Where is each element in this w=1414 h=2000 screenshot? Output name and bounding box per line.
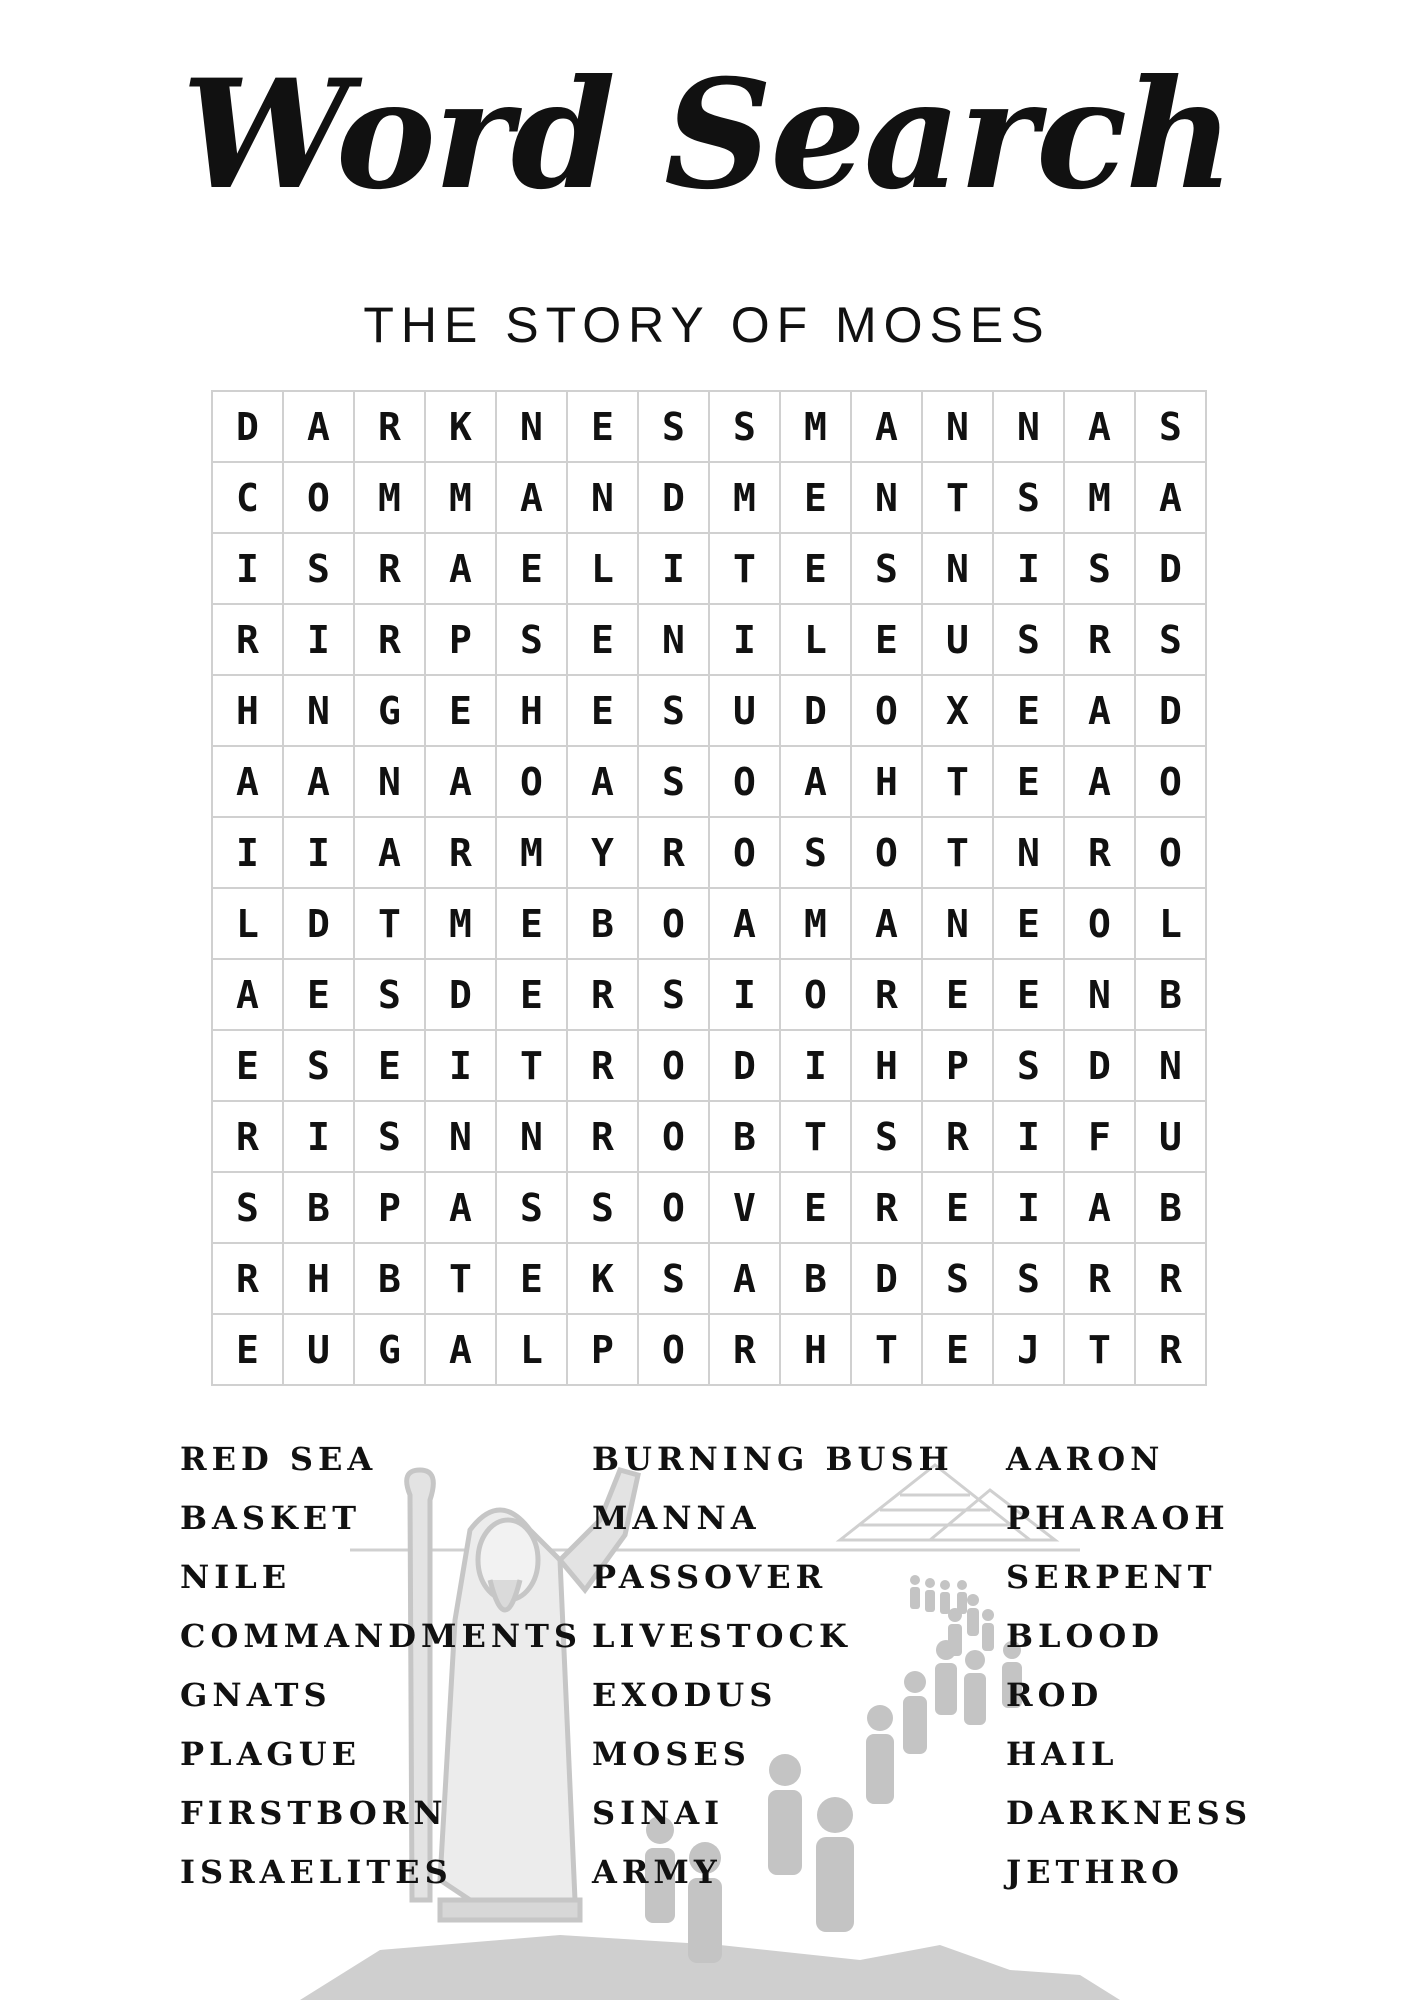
grid-cell[interactable]: O [639,1102,710,1173]
grid-cell[interactable]: S [284,1031,355,1102]
grid-cell[interactable]: R [568,1031,639,1102]
grid-cell[interactable]: S [497,1173,568,1244]
grid-cell[interactable]: O [852,818,923,889]
grid-cell[interactable]: D [852,1244,923,1315]
word-list-item: BASKET [180,1499,361,1537]
word-list-item: PHARAOH [1006,1499,1230,1537]
grid-cell[interactable]: A [1136,463,1207,534]
grid-cell[interactable]: S [852,534,923,605]
grid-cell[interactable]: P [426,605,497,676]
grid-cell[interactable]: C [213,463,284,534]
grid-cell[interactable]: A [1065,392,1136,463]
grid-cell[interactable]: A [710,1244,781,1315]
grid-cell[interactable]: O [1065,889,1136,960]
grid-cell[interactable]: S [1136,392,1207,463]
grid-cell[interactable]: N [355,747,426,818]
grid-cell[interactable]: S [994,1244,1065,1315]
grid-cell[interactable]: D [1065,1031,1136,1102]
grid-cell[interactable]: B [284,1173,355,1244]
word-list-item: MOSES [592,1735,751,1773]
grid-cell[interactable]: N [994,818,1065,889]
grid-cell[interactable]: E [213,1315,284,1386]
grid-cell[interactable]: R [639,818,710,889]
grid-cell[interactable]: L [1136,889,1207,960]
grid-cell[interactable]: O [852,676,923,747]
grid-cell[interactable]: M [426,889,497,960]
grid-cell[interactable]: N [1065,960,1136,1031]
grid-cell[interactable]: I [213,534,284,605]
grid-cell[interactable]: A [213,747,284,818]
grid-cell[interactable]: T [426,1244,497,1315]
grid-cell[interactable]: E [497,534,568,605]
grid-cell[interactable]: B [1136,1173,1207,1244]
grid-cell[interactable]: R [1136,1244,1207,1315]
grid-cell[interactable]: S [710,392,781,463]
grid-cell[interactable]: N [994,392,1065,463]
grid-cell[interactable]: E [568,392,639,463]
grid-cell[interactable]: I [284,818,355,889]
word-list-item: EXODUS [592,1676,778,1714]
word-search-grid [211,390,1207,1386]
grid-cell[interactable]: G [355,1315,426,1386]
grid-cell[interactable]: H [497,676,568,747]
word-list-item: JETHRO [1006,1853,1185,1891]
grid-cell[interactable]: D [426,960,497,1031]
grid-cell[interactable]: E [568,676,639,747]
grid-cell[interactable]: S [284,534,355,605]
grid-cell[interactable]: E [994,676,1065,747]
grid-cell[interactable]: S [1136,605,1207,676]
grid-cell[interactable]: T [923,818,994,889]
grid-cell[interactable]: A [284,392,355,463]
grid-cell[interactable]: N [923,889,994,960]
grid-cell[interactable]: B [781,1244,852,1315]
word-list-item: HAIL [1006,1735,1119,1773]
grid-cell[interactable]: U [1136,1102,1207,1173]
grid-cell[interactable]: L [213,889,284,960]
grid-cell[interactable]: O [781,960,852,1031]
grid-cell[interactable]: R [355,534,426,605]
grid-cell[interactable]: K [568,1244,639,1315]
grid-cell[interactable]: E [781,1173,852,1244]
grid-cell[interactable]: T [923,463,994,534]
grid-cell[interactable]: A [426,534,497,605]
grid-cell[interactable]: M [426,463,497,534]
grid-cell[interactable]: R [426,818,497,889]
word-list-column-1 [180,1430,582,1902]
grid-cell[interactable]: P [568,1315,639,1386]
word-list-item: ISRAELITES [180,1853,453,1891]
grid-cell[interactable]: J [994,1315,1065,1386]
grid-cell[interactable]: N [497,392,568,463]
grid-cell[interactable]: N [923,534,994,605]
grid-cell[interactable]: X [923,676,994,747]
grid-cell[interactable]: I [994,1173,1065,1244]
grid-cell[interactable]: N [852,463,923,534]
grid-cell[interactable]: R [213,605,284,676]
grid-cell[interactable]: O [639,1031,710,1102]
grid-cell[interactable]: D [1136,534,1207,605]
grid-cell[interactable]: R [852,1173,923,1244]
word-list-item: ARMY [592,1853,722,1891]
word-list-item: PLAGUE [180,1735,362,1773]
grid-cell[interactable]: R [568,960,639,1031]
grid-cell[interactable]: R [1136,1315,1207,1386]
grid-cell[interactable]: Y [568,818,639,889]
grid-cell[interactable]: A [426,1173,497,1244]
word-list-item: GNATS [180,1676,332,1714]
grid-cell[interactable]: D [1136,676,1207,747]
grid-cell[interactable]: B [568,889,639,960]
grid-cell[interactable]: D [639,463,710,534]
grid-cell[interactable]: A [355,818,426,889]
word-list-item: LIVESTOCK [592,1617,852,1655]
grid-cell[interactable]: I [710,960,781,1031]
grid-cell[interactable]: S [639,1244,710,1315]
grid-cell[interactable]: S [355,960,426,1031]
grid-cell[interactable]: M [355,463,426,534]
word-list-item: BURNING BUSH [592,1440,954,1478]
grid-cell[interactable]: E [781,534,852,605]
grid-cell[interactable]: A [710,889,781,960]
grid-cell[interactable]: E [497,1244,568,1315]
grid-cell[interactable]: E [852,605,923,676]
grid-cell[interactable]: D [710,1031,781,1102]
word-list-item: AARON [1006,1440,1165,1478]
grid-cell[interactable]: S [639,747,710,818]
grid-cell[interactable]: A [1065,747,1136,818]
grid-cell[interactable]: O [639,889,710,960]
grid-cell[interactable]: A [1065,1173,1136,1244]
grid-cell[interactable]: E [355,1031,426,1102]
grid-cell[interactable]: D [284,889,355,960]
grid-cell[interactable]: O [1136,747,1207,818]
word-list-item: BLOOD [1006,1617,1165,1655]
grid-cell[interactable]: A [852,392,923,463]
grid-cell[interactable]: H [852,747,923,818]
grid-cell[interactable]: S [994,605,1065,676]
grid-cell[interactable]: E [497,960,568,1031]
word-list-item: SERPENT [1006,1558,1217,1596]
grid-cell[interactable]: A [497,463,568,534]
grid-cell[interactable]: L [497,1315,568,1386]
grid-cell[interactable]: U [923,605,994,676]
grid-cell[interactable]: E [213,1031,284,1102]
grid-cell[interactable]: A [781,747,852,818]
grid-cell[interactable]: A [213,960,284,1031]
grid-cell[interactable]: R [213,1102,284,1173]
grid-cell[interactable]: N [284,676,355,747]
word-list-item: NILE [180,1558,292,1596]
grid-cell[interactable]: S [639,960,710,1031]
grid-cell[interactable]: A [568,747,639,818]
grid-cell[interactable]: T [1065,1315,1136,1386]
grid-cell[interactable]: I [284,605,355,676]
grid-cell[interactable]: O [1136,818,1207,889]
grid-cell[interactable]: H [213,676,284,747]
grid-cell[interactable]: A [426,1315,497,1386]
grid-cell[interactable]: N [639,605,710,676]
grid-cell[interactable]: D [213,392,284,463]
grid-cell[interactable]: H [852,1031,923,1102]
grid-cell[interactable]: E [923,960,994,1031]
grid-cell[interactable]: S [568,1173,639,1244]
word-list-item: COMMANDMENTS [180,1617,582,1655]
grid-cell[interactable]: T [497,1031,568,1102]
grid-cell[interactable]: O [284,463,355,534]
grid-cell[interactable]: R [923,1102,994,1173]
grid-cell[interactable]: A [1065,676,1136,747]
grid-cell[interactable]: S [923,1244,994,1315]
grid-cell[interactable]: R [213,1244,284,1315]
grid-cell[interactable]: D [781,676,852,747]
grid-cell[interactable]: U [710,676,781,747]
grid-cell[interactable]: E [923,1173,994,1244]
word-list-item: RED SEA [180,1440,378,1478]
grid-cell[interactable]: S [852,1102,923,1173]
page-subtitle: THE STORY OF MOSES [363,297,1051,353]
grid-cell[interactable]: U [284,1315,355,1386]
grid-cell[interactable]: S [781,818,852,889]
grid-cell[interactable]: L [568,534,639,605]
grid-cell[interactable]: E [497,889,568,960]
grid-cell[interactable]: E [781,463,852,534]
grid-cell[interactable]: T [355,889,426,960]
grid-cell[interactable]: I [213,818,284,889]
grid-cell[interactable]: N [1136,1031,1207,1102]
grid-cell[interactable]: E [426,676,497,747]
grid-cell[interactable]: B [355,1244,426,1315]
grid-cell[interactable]: T [781,1102,852,1173]
grid-cell[interactable]: I [426,1031,497,1102]
grid-cell[interactable]: I [284,1102,355,1173]
grid-cell[interactable]: A [284,747,355,818]
grid-cell[interactable]: I [994,534,1065,605]
word-list-item: DARKNESS [1006,1794,1253,1832]
grid-cell[interactable]: R [1065,818,1136,889]
grid-cell[interactable]: R [355,392,426,463]
grid-cell[interactable]: S [639,392,710,463]
grid-cell[interactable]: E [923,1315,994,1386]
grid-cell[interactable]: E [568,605,639,676]
grid-cell[interactable]: I [781,1031,852,1102]
grid-cell[interactable]: O [497,747,568,818]
grid-cell[interactable]: O [710,818,781,889]
page-title: Word Search [181,47,1233,223]
grid-cell[interactable]: R [852,960,923,1031]
grid-cell[interactable]: M [781,889,852,960]
grid-cell[interactable]: E [284,960,355,1031]
grid-cell[interactable]: O [639,1315,710,1386]
grid-cell[interactable]: S [497,605,568,676]
grid-cell[interactable]: N [923,392,994,463]
grid-cell[interactable]: E [994,889,1065,960]
grid-cell[interactable]: K [426,392,497,463]
grid-cell[interactable]: R [710,1315,781,1386]
grid-cell[interactable]: I [994,1102,1065,1173]
grid-cell[interactable]: S [213,1173,284,1244]
word-list-item: ROD [1006,1676,1104,1714]
grid-cell[interactable]: N [426,1102,497,1173]
grid-cell[interactable]: E [994,747,1065,818]
word-list-item: MANNA [592,1499,761,1537]
grid-cell[interactable]: R [568,1102,639,1173]
grid-cell[interactable]: M [710,463,781,534]
grid-cell[interactable]: G [355,676,426,747]
grid-cell[interactable]: M [497,818,568,889]
grid-cell[interactable]: B [1136,960,1207,1031]
grid-cell[interactable]: T [923,747,994,818]
grid-cell[interactable]: T [710,534,781,605]
grid-cell[interactable]: M [1065,463,1136,534]
word-list-column-2 [592,1430,954,1902]
grid-cell[interactable]: V [710,1173,781,1244]
grid-cell[interactable]: I [710,605,781,676]
grid-cell[interactable]: E [994,960,1065,1031]
grid-cell[interactable]: H [284,1244,355,1315]
grid-cell[interactable]: T [852,1315,923,1386]
grid-cell[interactable]: P [355,1173,426,1244]
grid-cell[interactable]: S [994,1031,1065,1102]
grid-cell[interactable]: N [497,1102,568,1173]
grid-cell[interactable]: H [781,1315,852,1386]
grid-cell[interactable]: B [710,1102,781,1173]
grid-cell[interactable]: A [426,747,497,818]
grid-cell[interactable]: R [1065,1244,1136,1315]
grid-cell[interactable]: N [568,463,639,534]
grid-cell[interactable]: O [710,747,781,818]
grid-cell[interactable]: S [355,1102,426,1173]
grid-cell[interactable]: A [852,889,923,960]
grid-cell[interactable]: S [994,463,1065,534]
grid-cell[interactable]: R [355,605,426,676]
grid-cell[interactable]: P [923,1031,994,1102]
grid-cell[interactable]: M [781,392,852,463]
word-list-item: FIRSTBORN [180,1794,448,1832]
grid-cell[interactable]: R [1065,605,1136,676]
grid-cell[interactable]: I [639,534,710,605]
grid-cell[interactable]: L [781,605,852,676]
grid-cell[interactable]: F [1065,1102,1136,1173]
grid-cell[interactable]: O [639,1173,710,1244]
word-list-item: SINAI [592,1794,725,1832]
word-list-item: PASSOVER [592,1558,828,1596]
grid-cell[interactable]: S [1065,534,1136,605]
word-list-column-3 [1006,1430,1252,1902]
grid-cell[interactable]: S [639,676,710,747]
